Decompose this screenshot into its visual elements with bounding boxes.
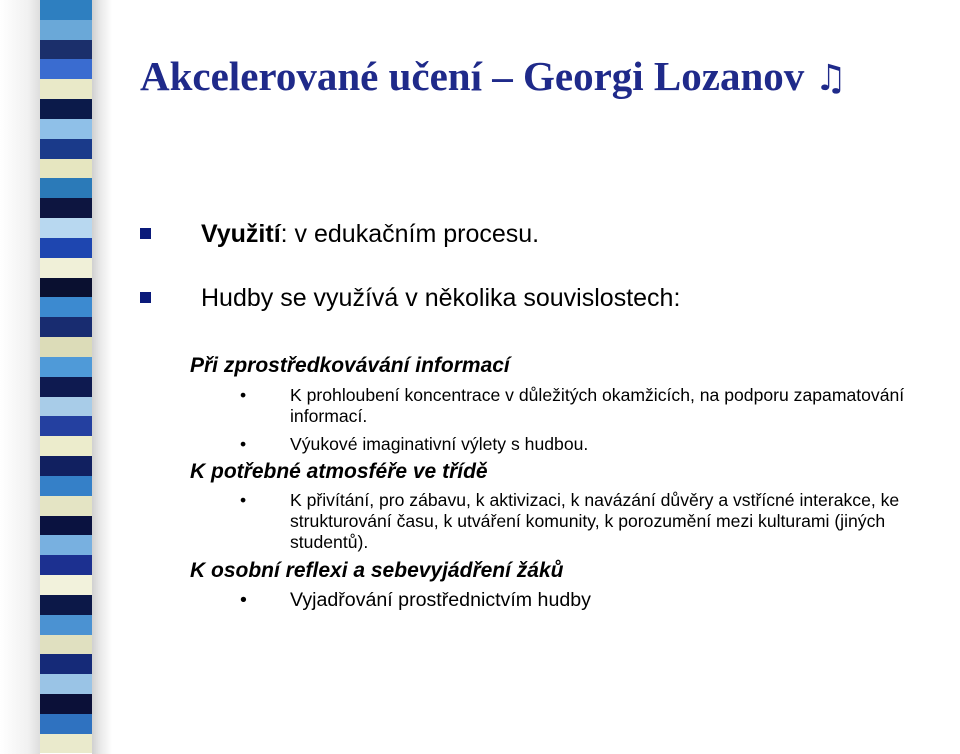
stripe-segment [40,79,92,99]
title-text: Akcelerované učení – Georgi Lozanov [140,53,805,99]
section-heading-atmosphere: K potřebné atmosféře ve třídě [190,460,488,483]
stripe-segment [40,615,92,635]
stripe-segment [40,496,92,516]
point-music-contexts-text: Hudby se využívá v několika souvislostech: [201,284,681,312]
stripe-segment [40,297,92,317]
stripe-segment [40,357,92,377]
stripe-segment [40,456,92,476]
bullet-dot-icon: • [240,589,247,611]
section-heading-information: Při zprostředkovávání informací [190,354,510,377]
section-heading-reflection: K osobní reflexi a sebevyjádření žáků [190,559,564,582]
stripe-segment [40,337,92,357]
list-item [240,490,958,553]
stripe-segment [40,258,92,278]
stripe-segment [40,555,92,575]
stripe-segment [40,416,92,436]
list-item [240,589,958,612]
stripe-shadow [92,0,112,754]
stripe-segment [40,694,92,714]
stripe-segment [40,317,92,337]
square-bullet-icon [140,292,151,303]
decorative-stripe [40,0,92,754]
list-item-text: K prohloubení koncentrace v důležitých okamžicích, na podporu zapamatování informací. [290,385,905,426]
stripe-segment [40,238,92,258]
stripe-segment [40,278,92,298]
stripe-segment [40,635,92,655]
stripe-segment [40,0,92,20]
stripe-segment [40,159,92,179]
stripe-segment [40,397,92,417]
list-item-text: Výukové imaginativní výlety s hudbou. [290,434,589,454]
stripe-segment [40,595,92,615]
stripe-segment [40,20,92,40]
point-music-contexts [140,284,680,313]
stripe-segment [40,654,92,674]
point-usage-bold: Využití [201,220,281,248]
stripe-segment [40,516,92,536]
bullet-dot-icon: • [240,490,247,510]
slide-title [140,52,847,100]
stripe-segment [40,59,92,79]
stripe-segment [40,674,92,694]
point-usage [140,220,539,249]
list-item [240,385,958,427]
list-item [240,434,958,455]
bullet-dot-icon: • [240,434,247,454]
stripe-segment [40,535,92,555]
stripe-segment [40,377,92,397]
stripe-segment [40,734,92,754]
stripe-segment [40,119,92,139]
square-bullet-icon [140,228,151,239]
music-note-icon: ♫ [814,58,847,99]
stripe-segment [40,714,92,734]
stripe-segment [40,198,92,218]
stripe-segment [40,40,92,60]
stripe-segment [40,139,92,159]
point-usage-text: : v edukačním procesu. [280,220,540,248]
stripe-segment [40,436,92,456]
stripe-segment [40,218,92,238]
stripe-segment [40,575,92,595]
stripe-segment [40,99,92,119]
list-item-text: Vyjadřování prostřednictvím hudby [290,589,591,611]
stripe-segment [40,178,92,198]
bullet-dot-icon: • [240,385,247,405]
stripe-segment [40,476,92,496]
list-item-text: K přivítání, pro zábavu, k aktivizaci, k navázání důvěry a vstřícné interakce, ke strukturování času, k utváření komunity, k porozumění mezi kulturami (jiných studentů). [290,490,900,552]
stripe-left-shadow [0,0,40,754]
